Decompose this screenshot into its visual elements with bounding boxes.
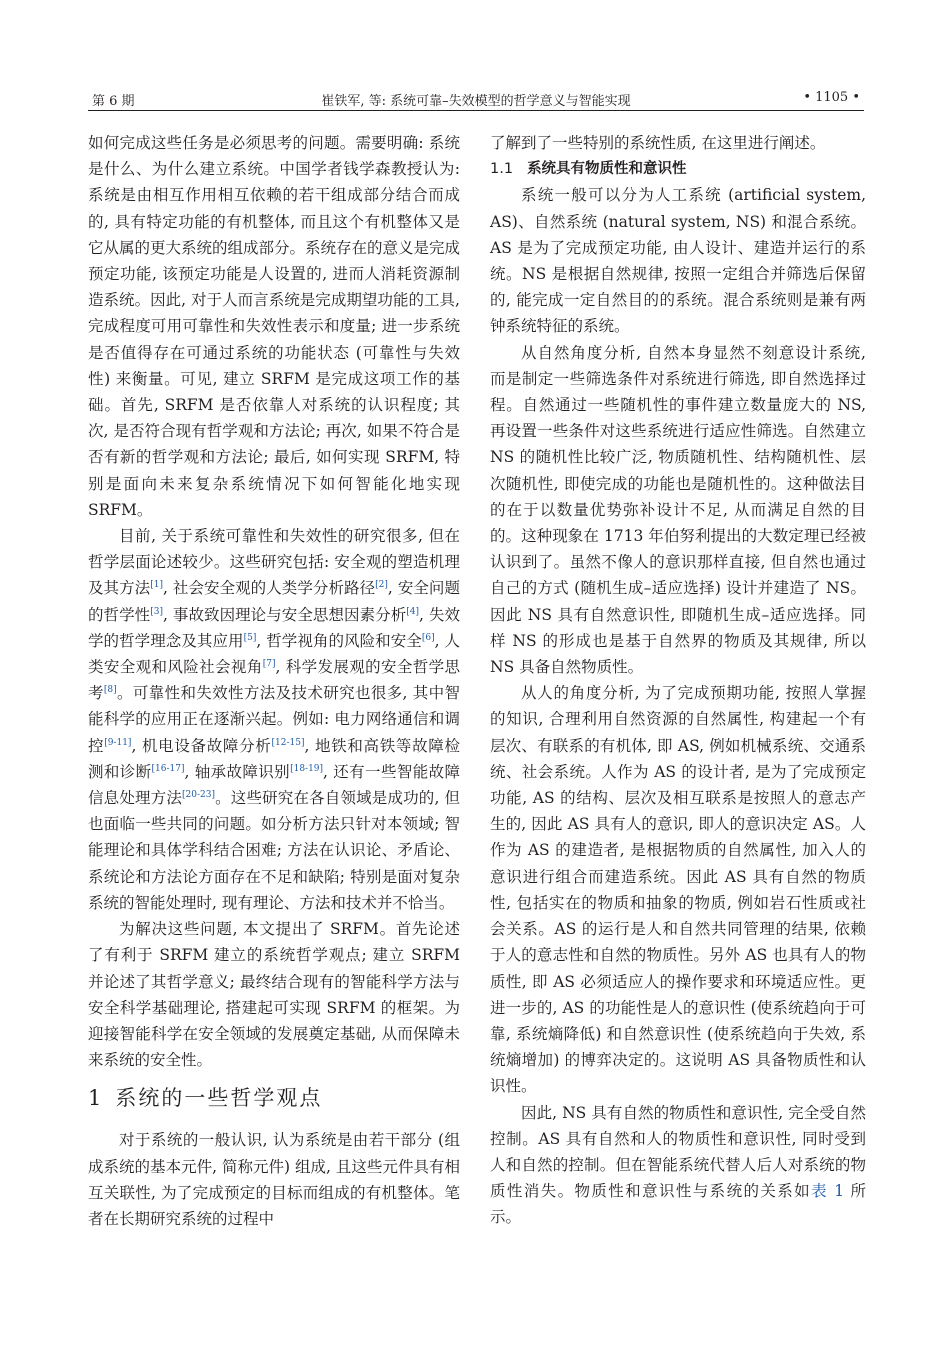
text-span: , 事故致因理论与安全思想因素分析 [162, 605, 407, 624]
right-column [490, 130, 866, 1231]
text-span: , 地铁和高铁等故障检测和诊断 [88, 736, 460, 781]
citation[interactable]: [6] [421, 632, 435, 643]
citation[interactable]: [3] [150, 606, 163, 617]
paragraph: 对于系统的一般认识, 认为系统是由若干部分 (组成系统的基本元件, 简称元件) 组成, 且这些元件具有相互关联性, 为了完成预定的目标而组成的有机整体。笔者在长期研究系统的过程中 [88, 1131, 460, 1228]
running-title: 崔铁军, 等: 系统可靠–失效模型的哲学意义与智能实现 [321, 94, 631, 109]
citation[interactable]: [7] [262, 658, 276, 669]
text-span: 所示。 [490, 1182, 866, 1227]
left-column [88, 130, 460, 1232]
page-number: • 1105 • [803, 90, 860, 105]
issue-label: 第 6 期 [92, 94, 135, 109]
text-span: 。可靠性和失效性方法及技术研究也很多, 其中智能科学的应用正在逐渐兴起。例如: 电力网络通信和调控 [88, 684, 460, 755]
paragraph: 从自然角度分析, 自然本身显然不刻意设计系统, 而是制定一些筛选条件对系统进行筛选, 即自然选择过程。自然通过一些随机性的事件建立数量庞大的 NS, 再设置一些条件对这些系统进行适应性筛选。自然建立 NS 的随机性比较广泛, 物质随机性、结构随机性、层次随机性, 即使完成的功能也是随机性的。这种做法目的在于以数量优势弥补设计不足, 从而满足自然的目的。这种现象在 1713 年伯努利提出的大数定理已经被认识到了。虽然不像人的意识那样直接, 但自然也通过自己的方式 (随机生成–适应选择) 设计并建造了 NS。因此 NS 具有自然意识性, 即随机生成–适应选择。同样 NS 的形成也是基于自然界的物质及其规律, 所以 NS 具备自然物质性。 [490, 343, 866, 677]
text-span: , 科学发展观的安全哲学思考 [88, 658, 460, 703]
paragraph: 如何完成这些任务是必须思考的问题。需要明确: 系统是什么、为什么建立系统。中国学者钱学森教授认为: 系统是由相互作用相互依赖的若干组成部分结合而成的, 具有特定功能的有机整体, 而且这个有机整体又是它从属的更大系统的组成部分。系统存在的意义是完成预定功能, 该预定功能是人设置的, 进而人消耗资源制造系统。因此, 对于人而言系统是完成期望功能的工具, 完成程度可用可靠性和失效性表示和度量; 进一步系统是否值得存在可通过系统的功能状态 (可靠性与失效性) 来衡量。可见, 建立 SRFM 是完成这项工作的基础。首先, SRFM 是否依靠人对系统的认识程度; 其次, 是否符合现有哲学观和方法论; 再次, 如果不符合是否有新的哲学观和方法论; 最后, 如何实现 SRFM, 特别是面向未来复杂系统情况下如何智能化地实现 SRFM。 [88, 134, 461, 519]
text-span: 因此, NS 具有自然的物质性和意识性, 完全受自然控制。AS 具有自然和人的物质性和意识性, 同时受到人和自然的控制。但在智能系统代替人后人对系统的物质性消失。物质性和意识性与系统的关系如 [490, 1103, 866, 1201]
citation[interactable]: [8] [103, 685, 117, 696]
text-span: , 安全问题的哲学性 [88, 579, 460, 624]
paragraph: 从人的角度分析, 为了完成预期功能, 按照人掌握的知识, 合理利用自然资源的自然属性, 构建起一个有层次、有联系的有机体, 即 AS, 例如机械系统、交通系统、社会系统。人作为 AS 的设计者, 是为了完成预定功能, AS 的结构、层次及相互联系是按照人的意志产生的, 因此 AS 具有人的意识, 即人的意识决定 AS。人作为 AS 的建造者, 是根据物质的自然属性, 加入人的意识进行组合而建造系统。因此 AS 具有自然的物质性, 包括实在的物质和抽象的物质, 例如岩石性质或社会关系。AS 的运行是人和自然共同管理的结果, 依赖于人的意志性和自然的物质性。另外 AS 也具有人的物质性, 即 AS 必须适应人的操作要求和环境适应性。更进一步的, AS 的功能性是人的意识性 (使系统趋向于可靠, 系统熵降低) 和自然意识性 (使系统趋向于失效, 系统熵增加) 的博弈决定的。这说明 AS 具备物质性和认识性。 [490, 684, 866, 1096]
subsection-number: 1.1 [490, 161, 514, 178]
text-span: , 人类安全观和风险社会视角 [88, 631, 460, 677]
subsection-title: 系统具有物质性和意识性 [527, 161, 687, 178]
citation[interactable]: [20-23] [182, 789, 215, 800]
paragraph-related-work [88, 523, 460, 916]
citation[interactable]: [18-19] [290, 763, 324, 774]
section-number: 1 [88, 1086, 104, 1111]
citation[interactable]: [1] [150, 580, 163, 591]
paragraph: 为解决这些问题, 本文提出了 SRFM。首先论述了有利于 SRFM 建立的系统哲学观点; 建立 SRFM 并论述了其哲学意义; 最终结合现有的智能科学方法与安全科学基础理论, 搭建起可实现 SRFM 的框架。为迎接智能科学在安全领域的发展奠定基础, 从而保障未来系统的安全性。 [88, 920, 460, 1070]
paragraph: 系统一般可以分为人工系统 (artificial system, AS)、自然系统 (natural system, NS) 和混合系统。AS 是为了完成预定功能, 由人设计、建造并运行的系统。NS 是根据自然规律, 按照一定组合并筛选后保留的, 能完成一定自然目的的系统。混合系统则是兼有两钟系统特征的系统。 [490, 186, 866, 336]
running-header [88, 88, 864, 111]
citation[interactable]: [5] [243, 632, 257, 643]
text-span: , 机电设备故障分析 [131, 736, 272, 755]
citation[interactable]: [9-11] [104, 737, 132, 748]
text-span: 。这些研究在各自领域是成功的, 但也面临一些共同的问题。如分析方法只针对本领域; 智能理论和具体学科结合困难; 方法在认识论、矛盾论、系统论和方法论方面存在不足和缺陷; 特别是面对复杂系统的智能处理时, 现有理论、方法和技术并不恰当。 [88, 789, 460, 912]
citation[interactable]: [16-17] [151, 763, 185, 774]
paragraph: 了解到了一些特别的系统性质, 在这里进行阐述。 [490, 134, 826, 152]
section-heading [88, 1083, 460, 1113]
text-span: 目前, 关于系统可靠性和失效性的研究很多, 但在哲学层面论述较少。这些研究包括: 安全观的塑造机理及其方法 [88, 527, 460, 598]
text-span: , 失效学的哲学理念及其应用 [88, 605, 460, 650]
text-span: , 哲学视角的风险和安全 [256, 631, 422, 650]
text-span: , 社会安全观的人类学分析路径 [162, 579, 376, 598]
text-span: , 还有一些智能故障信息处理方法 [88, 762, 460, 808]
citation[interactable]: [12-15] [271, 737, 305, 748]
text-span: , 轴承故障识别 [184, 762, 291, 781]
table-link[interactable]: 表 1 [811, 1182, 845, 1201]
paragraph [490, 1100, 866, 1231]
citation[interactable]: [4] [406, 606, 420, 617]
citation[interactable]: [2] [375, 580, 388, 591]
section-title: 系统的一些哲学观点 [115, 1086, 323, 1111]
subsection-heading [490, 156, 866, 182]
